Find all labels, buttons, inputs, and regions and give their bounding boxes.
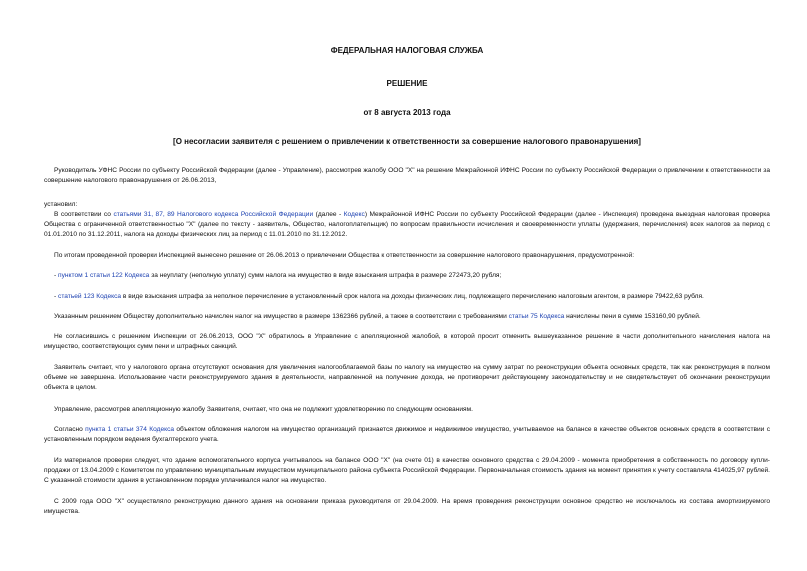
paragraph-fine-122 xyxy=(44,271,770,281)
dash-1: - xyxy=(54,272,59,279)
additional-tax-text-2: начислены пени в сумме 153160,90 рублей. xyxy=(564,313,701,320)
paragraph-fine-123 xyxy=(44,292,770,302)
paragraph-appeal: Не согласившись с решением Инспекции от 26.06.2013, ООО "Х" обратилось в Управление с апелляционной жалобой, в которой просит отменить вышеуказанное решение в части дополнительного начисления налога на имущество, соответствующих сумм пени и штрафных санкций. xyxy=(44,333,770,351)
paragraph-audit-text-3: ) Межрайонной ИФНС России по субъекту Российской Федерации (далее - Инспекция) проведена выездная налоговая проверка Общества с ограниченной ответственностью "Х" (далее по тексту - заявитель, Общество, налогоплательщик) по вопросам правильности исчисления и своевременности уплаты (удержания, перечисления) всех налогов за период с 01.01.2010 по 31.12.2011, налога на доходы физических лиц за период с 11.01.2010 по 31.12.2012. xyxy=(44,211,770,239)
article-123-link[interactable]: статьей 123 Кодекса xyxy=(58,293,122,300)
paragraph-building-facts: Из материалов проверки следует, что здание вспомогательного корпуса учитывалось на балансе ООО "Х" (на счете 01) в качестве основного средства с 29.04.2009 - момента приобретения в собственность по договору купли-продажи от 13.04.2009 с Комитетом по управлению муниципальным имуществом муниципального района субъекта Российской Федерации. Первоначальная стоимость здания на момент принятия к учету составляла 414025,97 рублей. С указанной стоимости здания в установленном порядке уплачивался налог на имущество. xyxy=(44,457,770,485)
paragraph-management-view: Управление, рассмотрев апелляционную жалобу Заявителя, считает, что она не подлежит удовлетворению по следующим основаниям. xyxy=(54,406,473,413)
paragraph-audit-text-1: В соответствии со xyxy=(54,211,114,218)
tax-code-articles-link[interactable]: статьями 31, 87, 89 Налогового кодекса Российской Федерации xyxy=(113,211,314,218)
fine-122-text: за неуплату (неполную уплату) сумм налога на имущество в виде взыскания штрафа в размере 272473,20 рубля; xyxy=(149,272,502,279)
additional-tax-text-1: Указанным решением Обществу дополнительно начислен налог на имущество в размере 1362366 рублей, а также в соответствии с требованиями xyxy=(54,313,509,320)
fine-123-text: в виде взыскания штрафа за неполное перечисление в установленный срок налога на доходы физических лиц, подлежащего перечислению налоговым агентом, в размере 79422,63 рубля. xyxy=(121,293,704,300)
paragraph-property-tax xyxy=(44,425,770,445)
paragraph-audit xyxy=(44,210,770,241)
article-374-link[interactable]: пункта 1 статьи 374 Кодекса xyxy=(85,426,175,433)
document-date: от 8 августа 2013 года xyxy=(363,108,451,117)
paragraph-intro: Руководитель УФНС России по субъекту Российской Федерации (далее - Управление), рассмотрев жалобу ООО "Х" на решение Межрайонной ИФНС России по субъекту Российской Федерации о привлечении к ответственности за совершение налогового правонарушения от 26.06.2013, xyxy=(44,167,770,185)
article-75-link[interactable]: статьи 75 Кодекса xyxy=(508,313,565,320)
code-link[interactable]: Кодекс xyxy=(343,211,365,218)
agency-title: ФЕДЕРАЛЬНАЯ НАЛОГОВАЯ СЛУЖБА xyxy=(330,46,484,55)
article-122-link[interactable]: пунктом 1 статьи 122 Кодекса xyxy=(58,272,150,279)
paragraph-applicant-position: Заявитель считает, что у налогового органа отсутствуют основания для увеличения налогооблагаемой базы по налогу на имущество на сумму затрат по реконструкции объекта основных средств, так как реконструкция в полном объеме не завершена. Использование части реконструируемого здания в деятельности, направленной на получение дохода, не противоречит действующему законодательству и не свидетельствует об окончании реконструкции объекта в целом. xyxy=(44,364,770,392)
document-subject: [О несогласии заявителя с решением о привлечении к ответственности за совершение налогового правонарушения] xyxy=(173,137,641,146)
paragraph-reconstruction: С 2009 года ООО "Х" осуществляло реконструкцию данного здания на основании приказа руководителя от 29.04.2009. На время проведения реконструкции основное средство не исключалось из состава амортизируемого имущества. xyxy=(44,498,770,516)
established-label: установил: xyxy=(44,201,78,208)
property-tax-text-1: Согласно xyxy=(54,426,86,433)
paragraph-results: По итогам проведенной проверки Инспекцией вынесено решение от 26.06.2013 о привлечении Общества к ответственности за совершение налогового правонарушения, предусмотренной: xyxy=(54,252,635,259)
property-tax-text-2: объектом обложения налогом на имущество организаций признается движимое и недвижимое имущество, учитываемое на балансе в качестве объектов основных средств в соответствии с установленным порядком ведения бухгалтерского учета. xyxy=(44,426,770,444)
paragraph-additional-tax xyxy=(44,312,770,322)
dash-2: - xyxy=(54,293,59,300)
document-type: РЕШЕНИЕ xyxy=(386,79,428,88)
paragraph-audit-text-2: (далее - xyxy=(313,211,344,218)
